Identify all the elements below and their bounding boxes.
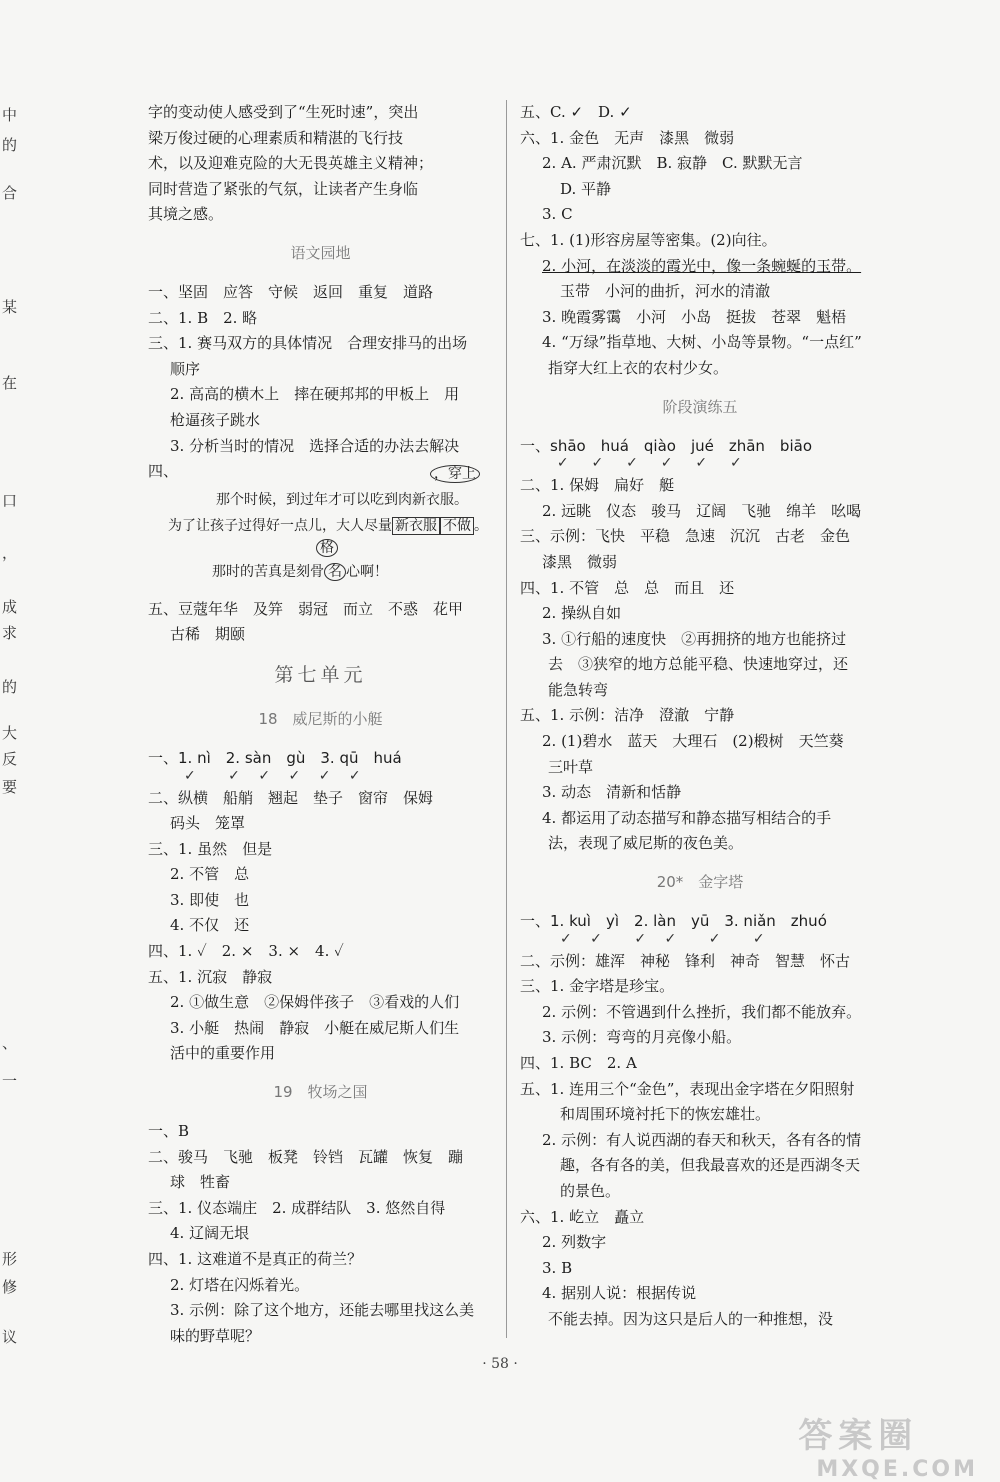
lesson-18-answers	[148, 746, 493, 1067]
answer-line: 2. 高高的横木上 摔在硬邦邦的甲板上 用	[170, 385, 460, 404]
answer-line: 3. 动态 清新和恬静	[542, 783, 682, 802]
answer-line: 玉带 小河的曲折，河水的清澈	[560, 282, 771, 301]
diagram-line-2: 为了让孩子过得好一点儿，大人尽量 新衣服 不做 。	[168, 517, 488, 534]
unit-title: 第七单元	[274, 663, 367, 686]
answer-line: 2. 不管 总	[170, 865, 250, 884]
answer-line: 五、C. ✓ D. ✓	[520, 103, 632, 121]
answer-line: 法，表现了威尼斯的夜色美。	[548, 834, 744, 853]
answer-line: 3. C	[542, 205, 573, 224]
answer-line: 三叶草	[548, 757, 594, 776]
answer-line: 球 牲畜	[170, 1173, 231, 1192]
answer-line: 3. B	[542, 1258, 573, 1277]
correction-diagram	[148, 465, 493, 597]
answer-line: 味的野草呢？	[170, 1326, 261, 1345]
lesson-19-answers	[148, 1119, 493, 1349]
answer-line: 3. 晚霞雾霭 小河 小岛 挺拔 苍翠 魁梧	[542, 307, 847, 326]
answer-line: 六、1. 金色 无声 漆黑 微弱	[520, 128, 735, 147]
edge-char: 的	[2, 136, 18, 154]
check-marks: ✓ ✓ ✓ ✓ ✓ ✓	[184, 767, 361, 784]
answer-line: 三、1. 金字塔是珍宝。	[520, 977, 675, 996]
edge-char: 修	[2, 1278, 18, 1296]
answer-line: 三、1. 赛马双方的具体情况 合理安排马的出场	[148, 334, 468, 353]
section-heading-19: 19 牧场之国	[273, 1083, 368, 1102]
answer-line: 二、示例：雄浑 神秘 锋利 神奇 智慧 怀古	[520, 951, 851, 970]
wu-answers	[148, 597, 493, 648]
answer-line: 四、1. ✓ 2. × 3. × 4. ✓	[148, 942, 344, 961]
answer-line: 古稀 期颐	[170, 625, 246, 644]
section-heading-stage5: 阶段演练五	[662, 397, 738, 416]
answer-line: 四、1. 这难道不是真正的荷兰？	[148, 1250, 363, 1268]
answer-line: 四、1. 不管 总 总 而且 还	[520, 578, 735, 597]
diagram-line-3: 那时的苦真是刻骨 名 心啊！	[212, 563, 388, 580]
insert-mark-1: ，穿上	[430, 463, 480, 483]
edge-char: 的	[2, 678, 18, 696]
edge-char: ，	[2, 544, 18, 562]
answer-line: 不能去掉。因为这只是后人的一种推想，没	[548, 1309, 834, 1328]
answer-line: 四、	[148, 462, 179, 481]
check-marks: ✓ ✓ ✓ ✓ ✓ ✓	[560, 930, 765, 947]
answer-line: 五、1. 沉寂 静寂	[148, 967, 273, 986]
edge-char: 在	[2, 374, 18, 392]
answer-line: 枪逼孩子跳水	[170, 410, 261, 429]
edge-char: 某	[2, 298, 18, 316]
answer-line: 3. 示例：弯弯的月亮像小船。	[542, 1028, 742, 1047]
answer-line: 3. 分析当时的情况 选择合适的办法去解决	[170, 436, 460, 455]
answer-line: 顺序	[170, 359, 201, 378]
left-column	[148, 100, 493, 1349]
answer-line: 二、骏马 飞驰 板凳 铃铛 瓦罐 恢复 蹦	[148, 1147, 464, 1166]
answer-line: 四、1. BC 2. A	[520, 1054, 637, 1072]
answer-line: 活中的重要作用	[170, 1044, 276, 1063]
pinyin-line: 一、1. kuì yì 2. làn yū 3. niǎn zhuó	[520, 912, 827, 931]
section-heading-18: 18 威尼斯的小艇	[258, 709, 383, 728]
answer-line: 三、1. 仪态端庄 2. 成群结队 3. 悠然自得	[148, 1198, 446, 1217]
answer-line: 2. 示例：不管遇到什么挫折，我们都不能放弃。	[542, 1002, 862, 1021]
text-line: 其境之感。	[148, 205, 224, 224]
edge-char: 反	[2, 750, 18, 768]
edge-char: 大	[2, 724, 18, 742]
text-line: 同时营造了紧张的气氛，让读者产生身临	[148, 179, 419, 198]
text-line: 字的变动使人感受到了“生死时速”，突出	[148, 103, 419, 121]
edge-char: 要	[2, 778, 18, 796]
answer-line: 4. 都运用了动态描写和静态描写相结合的手	[542, 808, 832, 827]
pinyin-line: 一、shāo huá qiào jué zhān biāo	[520, 436, 812, 455]
text-line: 术，以及迎难克险的大无畏英雄主义精神；	[148, 154, 434, 173]
edge-char: 中	[2, 106, 18, 124]
answer-line: 2. 灯塔在闪烁着光。	[170, 1275, 310, 1294]
answer-line: 三、示例：飞快 平稳 急速 沉沉 古老 金色	[520, 527, 851, 546]
answer-line: 去 ③狭窄的地方总能平稳、快速地穿过，还	[548, 655, 849, 674]
answer-line: 2. A. 严肃沉默 B. 寂静 C. 默默无言	[542, 154, 803, 173]
watermark-logo: 答案圈 MXQE.COM	[798, 1416, 978, 1482]
answer-line: 4. 辽阔无垠	[170, 1224, 250, 1243]
answer-line: 二、纵横 船艄 翘起 垫子 窗帘 保姆	[148, 788, 434, 807]
yuwen-answers	[148, 280, 493, 485]
edge-char: 一	[2, 1072, 18, 1090]
answer-line: 码头 笼罩	[170, 814, 246, 833]
edge-char: 合	[2, 184, 18, 202]
answer-line: 2. 远眺 仪态 骏马 辽阔 飞驰 绵羊 吆喝	[542, 501, 862, 520]
answer-line: 2. 示例：有人说西湖的春天和秋天，各有各的情	[542, 1130, 862, 1149]
answer-line: 五、豆蔻年华 及笄 弱冠 而立 不惑 花甲	[148, 599, 464, 618]
edge-char: 形	[2, 1250, 18, 1268]
answer-line: 3. ①行船的速度快 ②再拥挤的地方也能挤过	[542, 629, 847, 648]
answer-line: 4. 不仅 还	[170, 916, 250, 935]
answer-line: 和周围环境衬托下的恢宏雄壮。	[560, 1105, 771, 1124]
answer-line-underlined: 2. 小河，在淡淡的霞光中，像一条蜿蜒的玉带。	[542, 256, 862, 275]
answer-line: 4. 据别人说：根据传说	[542, 1284, 697, 1303]
answer-line: 3. 示例：除了这个地方，还能去哪里找这么美	[170, 1301, 475, 1320]
answer-line: 三、1. 虽然 但是	[148, 839, 273, 858]
answer-line: 3. 小艇 热闹 静寂 小艇在威尼斯人们生	[170, 1018, 460, 1037]
edge-char: 成	[2, 598, 18, 616]
answer-line: 4. “万绿”指草地、大树、小岛等景物。“一点红”	[542, 333, 862, 352]
answer-line: 2. 列数字	[542, 1233, 607, 1252]
insert-mark-2: 格	[316, 537, 338, 557]
answer-line: 一、B	[148, 1122, 190, 1141]
section-heading-20: 20* 金字塔	[656, 873, 744, 892]
section-heading-yuwen: 语文园地	[290, 243, 351, 262]
answer-line: D. 平静	[560, 179, 612, 198]
answer-line: 二、1. 保姆 扁好 艇	[520, 476, 675, 495]
answer-line: 能急转弯	[548, 680, 609, 699]
answer-line: 3. 即使 也	[170, 890, 250, 909]
left-edge-cropped-text	[0, 0, 20, 1471]
diagram-line-1: 那个时候，到过年才可以吃到肉新衣服。	[216, 491, 468, 508]
answer-line: 五、1. 连用三个“金色”，表现出金字塔在夕阳照射	[520, 1079, 855, 1098]
right-column	[520, 100, 880, 1333]
answer-line: 趣，各有各的美，但我最喜欢的还是西湖冬天	[560, 1156, 861, 1175]
pinyin-line: 一、1. nì 2. sàn gù 3. qū huá	[148, 748, 402, 767]
check-marks: ✓ ✓ ✓ ✓ ✓ ✓	[548, 455, 742, 472]
answer-line: 2. ①做生意 ②保姆伴孩子 ③看戏的人们	[170, 993, 460, 1012]
answer-line: 一、坚固 应答 守候 返回 重复 道路	[148, 282, 434, 301]
answer-line: 漆黑 微弱	[542, 552, 618, 571]
answer-line: 2. (1)碧水 蓝天 大理石 (2)椴树 天竺葵	[542, 732, 844, 751]
answer-line: 指穿大红上衣的农村少女。	[548, 358, 729, 377]
edge-char: 、	[2, 1034, 18, 1052]
stage5-answers	[520, 434, 880, 858]
review-answers	[520, 100, 880, 382]
answer-line: 六、1. 屹立 矗立	[520, 1207, 645, 1226]
answer-line: 七、1. (1)形容房屋等密集。(2)向往。	[520, 230, 777, 249]
edge-char: 求	[2, 624, 18, 642]
column-divider	[506, 100, 507, 1338]
edge-char: 议	[2, 1328, 18, 1346]
lesson-20-answers	[520, 909, 880, 1333]
page-number: · 58 ·	[482, 1356, 518, 1372]
answer-line: 二、1. B 2. 略	[148, 308, 258, 327]
intro-paragraph	[148, 100, 493, 228]
answer-line: 的景色。	[560, 1181, 621, 1200]
edge-char: 口	[2, 492, 18, 510]
answer-line: 五、1. 示例：洁净 澄澈 宁静	[520, 706, 735, 725]
text-line: 梁万俊过硬的心理素质和精湛的飞行技	[148, 128, 404, 147]
answer-line: 2. 操纵自如	[542, 604, 622, 623]
